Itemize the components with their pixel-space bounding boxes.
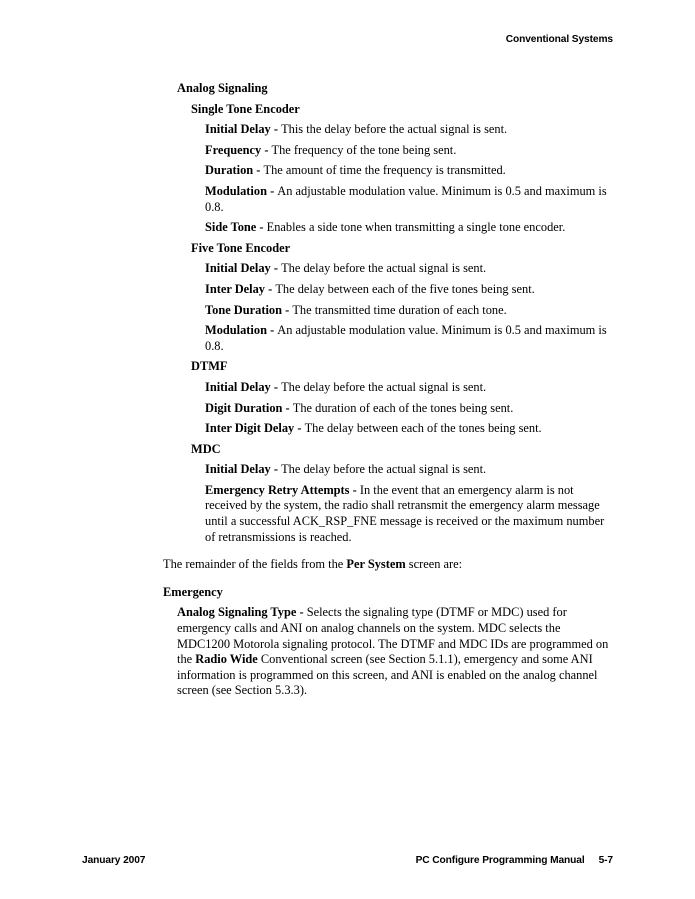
definition-item: Inter Digit Delay - The delay between each of the tones being sent.	[205, 421, 542, 436]
definition-term: Modulation	[205, 183, 267, 198]
definition-item: Analog Signaling Type - Selects the signaling type (DTMF or MDC) used for emergency calls and ANI on analog channels on the system. MDC selects the MDC1200 Motorola signaling protocol. The DTMF and MDC IDs are programmed on the Radio Wide Conventional screen (see Section 5.1.1), emergency and some ANI information is programmed on this screen, and ANI is enabled on the analog channel screen (see Section 5.3.3).	[177, 605, 609, 698]
definition-text: The transmitted time duration of each tone.	[292, 302, 507, 317]
definition-text: This the delay before the actual signal is sent.	[281, 122, 508, 137]
definition-item: Tone Duration - The transmitted time duration of each tone.	[205, 302, 507, 317]
footer-date: January 2007	[82, 855, 146, 866]
definition-text: The duration of each of the tones being sent.	[292, 400, 514, 415]
definition-term: Initial Delay	[205, 122, 271, 137]
definition-item: Duration - The amount of time the frequency is transmitted.	[205, 163, 506, 178]
definition-term: Digit Duration	[205, 400, 283, 415]
definition-text: An adjustable modulation value. Minimum is 0.5 and maximum is 0.8.	[205, 323, 607, 353]
definition-term: Inter Digit Delay	[205, 421, 295, 436]
page-number: 5-7	[598, 855, 613, 866]
footer-manual-title: PC Configure Programming Manual	[415, 855, 585, 866]
definition-item: Digit Duration - The duration of each of the tones being sent.	[205, 400, 514, 415]
definition-text: The delay between each of the five tones being sent.	[275, 281, 535, 296]
definition-term: Initial Delay	[205, 261, 271, 276]
definition-item: Emergency Retry Attempts - In the event that an emergency alarm is not received by the system, the radio shall retransmit the emergency alarm message until a successful ACK_RSP_FNE message is received or the maximum number of retransmissions is reached.	[205, 482, 605, 544]
heading-mdc: MDC	[191, 441, 221, 456]
definition-text: The amount of time the frequency is transmitted.	[263, 163, 506, 178]
definition-text: The delay between each of the tones being sent.	[304, 421, 542, 436]
definition-item: Initial Delay - The delay before the actual signal is sent.	[205, 379, 487, 394]
definition-term: Tone Duration	[205, 302, 282, 317]
definition-text: The delay before the actual signal is sent.	[281, 379, 487, 394]
definition-item: Modulation - An adjustable modulation value. Minimum is 0.5 and maximum is 0.8.	[205, 323, 607, 353]
definition-item: Modulation - An adjustable modulation value. Minimum is 0.5 and maximum is 0.8.	[205, 183, 607, 214]
definition-text: In the event that an emergency alarm is not received by the system, the radio shall retransmit the emergency alarm message until a successful ACK_RSP_FNE message is received or the maximum number of retransmissions is reached.	[205, 482, 605, 544]
running-header: Conventional Systems	[505, 34, 613, 45]
definition-item: Initial Delay - The delay before the actual signal is sent.	[205, 261, 487, 276]
definition-text: The frequency of the tone being sent.	[271, 142, 457, 157]
heading-emergency: Emergency	[163, 584, 223, 599]
definition-item: Inter Delay - The delay between each of the five tones being sent.	[205, 281, 535, 296]
definition-term: Initial Delay	[205, 462, 271, 477]
definition-item: Side Tone - Enables a side tone when transmitting a single tone encoder.	[205, 220, 566, 235]
definition-term: Duration	[205, 163, 254, 178]
definition-term: Emergency Retry Attempts	[205, 482, 350, 497]
definition-term: Inter Delay	[205, 281, 265, 296]
remainder-paragraph: The remainder of the fields from the Per System screen are:	[163, 557, 463, 572]
heading-dtmf: DTMF	[191, 359, 228, 374]
heading-analog-signaling: Analog Signaling	[177, 81, 268, 95]
page-content	[163, 81, 615, 699]
definition-term: Initial Delay	[205, 379, 271, 394]
definition-item: Initial Delay - The delay before the actual signal is sent.	[205, 462, 487, 477]
definition-term: Analog Signaling Type	[177, 605, 297, 620]
definition-text: Selects the signaling type (DTMF or MDC) used for emergency calls and ANI on analog channels on the system. MDC selects the MDC1200 Motorola signaling protocol. The DTMF and MDC IDs are programmed on the	[177, 605, 609, 667]
footer-title	[416, 853, 613, 869]
definition-term: Frequency	[205, 142, 262, 157]
definition-text: The delay before the actual signal is sent.	[281, 462, 487, 477]
definition-term: Side Tone	[205, 220, 257, 235]
definition-text: Enables a side tone when transmitting a single tone encoder.	[266, 220, 566, 235]
definition-item: Frequency - The frequency of the tone being sent.	[205, 142, 457, 157]
definition-text: The delay before the actual signal is sent.	[281, 261, 487, 276]
radio-wide-screen-name: Radio Wide	[195, 652, 258, 667]
definition-text: An adjustable modulation value. Minimum is 0.5 and maximum is 0.8.	[205, 183, 607, 214]
definition-item: Initial Delay - This the delay before the actual signal is sent.	[205, 122, 508, 137]
heading-single-tone-encoder: Single Tone Encoder	[191, 101, 300, 116]
heading-five-tone-encoder: Five Tone Encoder	[191, 240, 291, 255]
definition-term: Modulation	[205, 323, 267, 338]
per-system-screen-name: Per System	[346, 557, 406, 572]
